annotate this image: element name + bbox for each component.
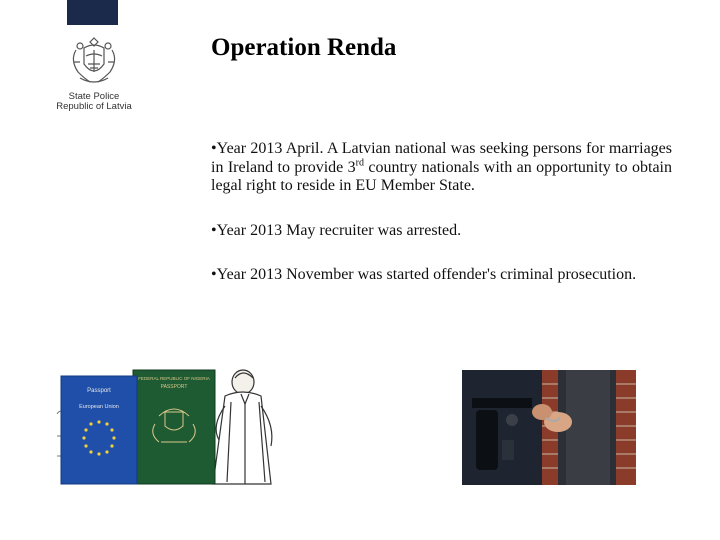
bullet-2-text: Year 2013 May recruiter was arrested.	[216, 221, 462, 239]
eu-passport-label2: European Union	[79, 404, 119, 410]
arrest-photo	[462, 370, 636, 485]
eu-passport	[61, 376, 137, 484]
bullet-1-text: Year 2013 April. A Latvian national was seeking persons for marriages in Ireland to provide 3	[211, 140, 672, 176]
eu-passport-label1: Passport	[87, 388, 111, 394]
logo-text-line1: State Police	[68, 91, 120, 102]
state-police-logo	[52, 34, 136, 124]
slide-title: Operation Renda	[211, 34, 397, 61]
officiant-drawing	[213, 370, 272, 484]
coat-of-arms-icon	[66, 34, 122, 90]
bullet-list	[211, 140, 672, 311]
officer-figure	[462, 370, 542, 485]
bullet-item-2: •Year 2013 May recruiter was arrested.	[211, 221, 462, 239]
bullet-1-sup: rd	[355, 157, 364, 169]
passports-image	[55, 366, 289, 486]
bullet-3-text: Year 2013 November was started offender's criminal prosecution.	[216, 266, 637, 283]
bullet-item-3: •Year 2013 November was started offender's criminal prosecution.	[211, 266, 637, 283]
ng-passport-label: FEDERAL REPUBLIC OF NIGERIA	[138, 376, 210, 381]
bullet-item-1: •Year 2013 April. A Latvian national was seeking persons for marriages in Ireland to provide 3rd country nationals with an opportunity to obtain legal right to reside in EU Member State.	[211, 140, 672, 194]
ng-passport-label2: PASSPORT	[160, 384, 188, 390]
nigeria-passport	[133, 370, 215, 484]
top-accent-bar	[67, 0, 118, 25]
logo-text-line2: Republic of Latvia	[56, 101, 132, 112]
bullet-1-text-cont: country nationals with an opportunity to obtain legal right to reside in EU Member State.	[211, 158, 672, 194]
